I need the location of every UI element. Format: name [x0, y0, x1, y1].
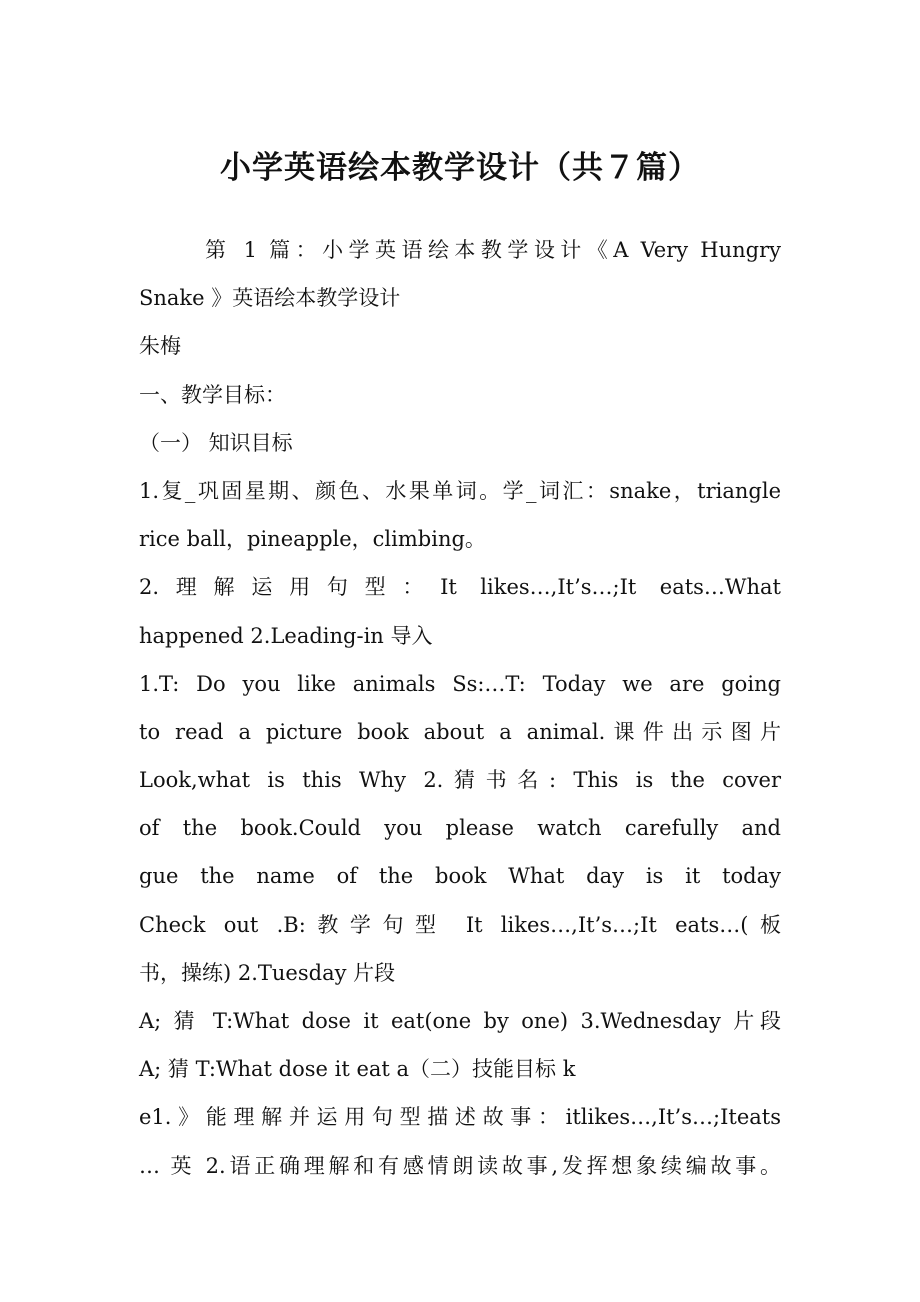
paragraph-line: Check out .B:教学句型 It likes…,It’s…;It eats…(板 [139, 912, 781, 937]
paragraph-line: of the book.Could you please watch carefully and [139, 816, 781, 841]
paragraph-line: … 英 2.语正确理解和有感情朗读故事,发挥想象续编故事。 [139, 1153, 781, 1178]
author-name: 朱梅 [139, 334, 181, 359]
paragraph-line: rice ball，pineapple，climbing。 [139, 527, 486, 552]
paragraph-line: Look,what is this Why 2.猜书名: This is the cover [139, 768, 781, 793]
paragraph-line: A; 猜 T:What dose it eat a（二）技能目标 k [139, 1057, 576, 1082]
paragraph-line: A; 猜 T:What dose it eat(one by one) 3.Wednesday 片段 [139, 1009, 781, 1033]
document-title: 小学英语绘本教学设计（共７篇） [220, 150, 700, 186]
section-heading: 一、教学目标： [139, 382, 286, 407]
paragraph-line: 2.理解运用句型：It likes…,It’s…;It eats…What [139, 575, 781, 600]
paragraph-line: 1.T: Do you like animals Ss:…T: Today we are going [139, 671, 781, 696]
paragraph-line: to read a picture book about a animal.课件出示图片 [139, 719, 781, 744]
document-body [139, 226, 781, 1190]
paragraph-line: Snake 》英语绘本教学设计 [139, 286, 401, 311]
paragraph-line: e1.》能理解并运用句型描述故事：itlikes…,It’s…;Iteats [139, 1105, 781, 1130]
paragraph-line: 第 1 篇：小学英语绘本教学设计《A Very Hungry [205, 238, 781, 262]
paragraph-line: 1.复_巩固星期、颜色、水果单词。学_词汇：snake，triangle [139, 478, 781, 503]
subsection-heading: （一） 知识目标 [139, 430, 293, 455]
paragraph-line: gue the name of the book What day is it today [139, 864, 781, 889]
paragraph-line: 书，操练) 2.Tuesday 片段 [139, 960, 396, 985]
paragraph-line: happened 2.Leading-in 导入 [139, 623, 433, 648]
